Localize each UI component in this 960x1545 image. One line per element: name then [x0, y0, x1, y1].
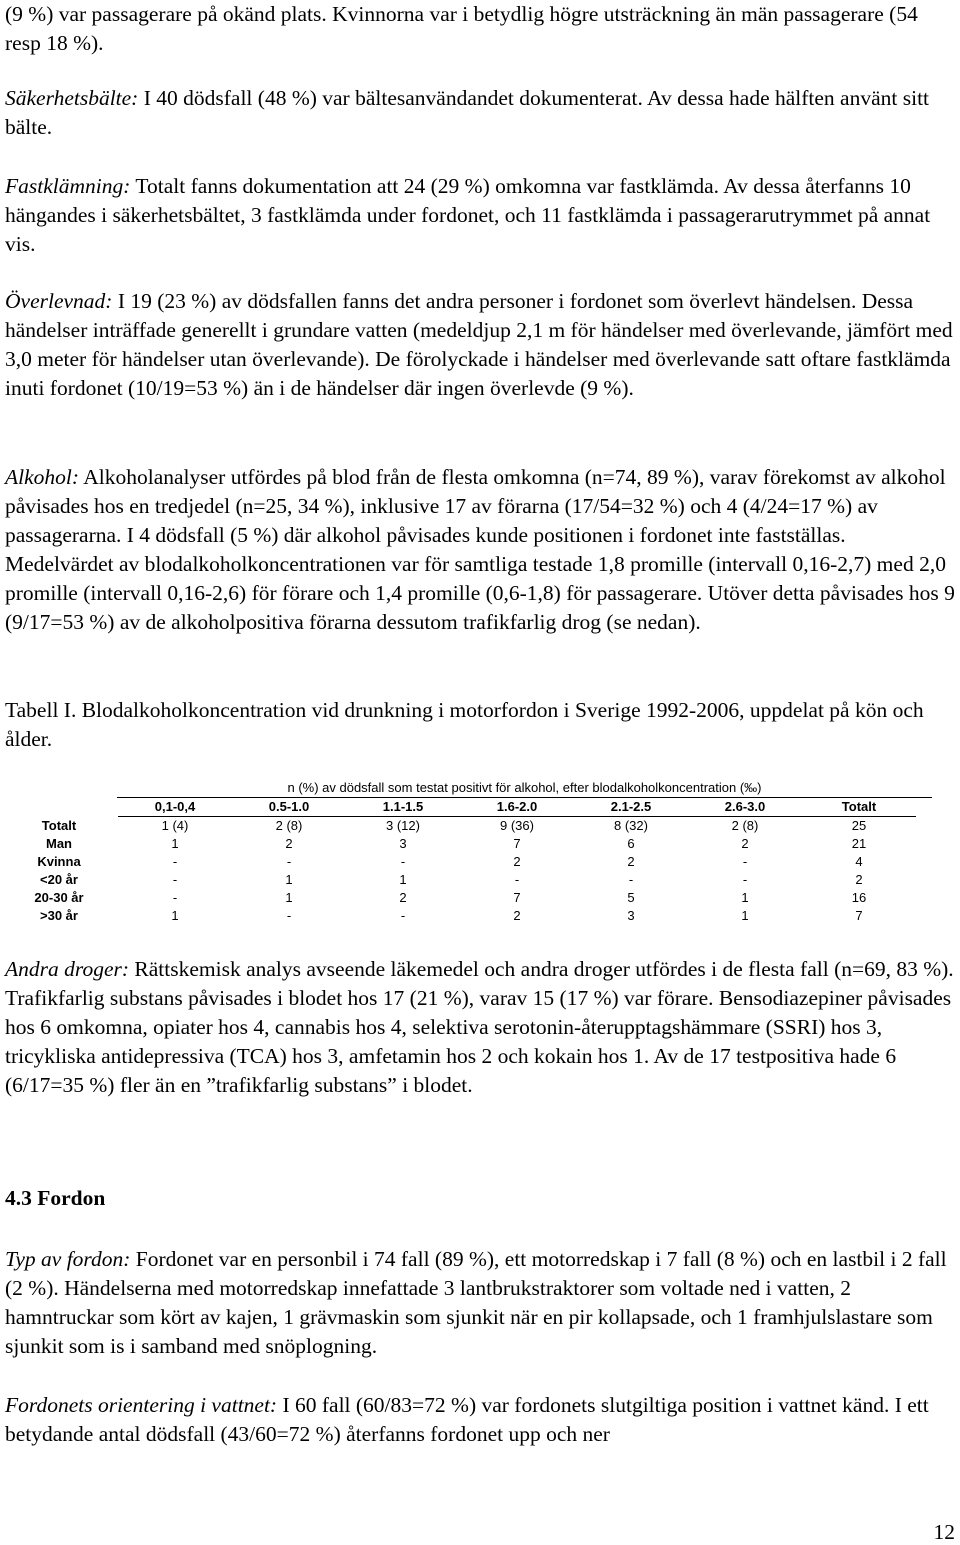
paragraph-alcohol: [5, 463, 955, 637]
page-number: 12: [933, 1520, 955, 1544]
paragraph-label: Typ av fordon:: [5, 1247, 131, 1271]
table-cell: 7: [855, 908, 863, 923]
paragraph-label: Överlevnad:: [5, 289, 113, 313]
table-cell: 7: [513, 836, 521, 851]
table-row: [0, 889, 916, 907]
table-cell: -: [514, 872, 520, 887]
column-header: Totalt: [802, 798, 916, 817]
table-cell: 21: [851, 836, 867, 851]
paragraph-label: Fastklämning:: [5, 174, 131, 198]
table-cell: -: [628, 872, 634, 887]
table-cell: 6: [627, 836, 635, 851]
table-row: [0, 907, 916, 925]
table-cell: 3 (12): [386, 818, 420, 833]
paragraph-label: Säkerhetsbälte:: [5, 86, 139, 110]
column-header: 2.1-2.5: [574, 798, 688, 817]
table-cell: 1: [285, 890, 293, 905]
table-cell: 4: [855, 854, 863, 869]
paragraph-text: I 40 dödsfall (48 %) var bältesanvändandet dokumenterat. Av dessa hade hälften använt sitt bälte.: [5, 86, 930, 139]
row-label: <20 år: [40, 872, 78, 887]
table-cell: 9 (36): [500, 818, 534, 833]
table-cell: -: [172, 872, 178, 887]
table-cell: -: [286, 854, 292, 869]
table-cell: 2 (8): [731, 818, 759, 833]
table-cell: 3: [399, 836, 407, 851]
table-cell: -: [286, 908, 292, 923]
table-corner: [0, 798, 118, 817]
table-cell: 1: [741, 890, 749, 905]
table-cell: -: [742, 872, 748, 887]
paragraph-text: Rättskemisk analys avseende läkemedel och andra droger utfördes i de flesta fall (n=69, 83 %). Trafikfarlig substans påvisades i blodet hos 17 (21 %), varav 15 (17 %) var förare. Bensodiazepiner påvisades hos 6 omkomna, opiater hos 4, cannabis hos 4, selektiva serotonin-återupptagshämmare (SSRI) hos 3, tricykliska antidepressiva (TCA) hos 3, amfetamin hos 2 och kokain hos 1. Av de 17 testpositiva hade 6 (6/17=35 %) fler än en ”trafikfarlig substans” i blodet.: [5, 957, 954, 1097]
paragraph-entrapment: [5, 172, 955, 259]
paragraph-vehicle-orientation: [5, 1391, 955, 1449]
table-cell: 16: [851, 890, 867, 905]
row-label: Totalt: [41, 817, 77, 833]
column-header: 0.5-1.0: [232, 798, 346, 817]
paragraph-text: (9 %) var passagerare på okänd plats. Kvinnorna var i betydlig högre utsträckning än män passagerare (54 resp 18 %).: [5, 2, 918, 55]
paragraph-other-drugs: [5, 955, 955, 1100]
table-row: [0, 835, 916, 853]
table-cell: 2: [627, 854, 635, 869]
paragraph-text: I 60 fall (60/83=72 %) var fordonets slutgiltiga position i vattnet känd. I ett betydande antal dödsfall (43/60=72 %) återfanns fordonet upp och ner: [5, 1393, 929, 1446]
row-label: >30 år: [40, 908, 78, 923]
table-header-title: n (%) av dödsfall som testat positivt för alkohol, efter blodalkoholkoncentration (‰): [117, 780, 932, 798]
row-label: Man: [46, 836, 72, 851]
paragraph-label: Alkohol:: [5, 465, 80, 489]
paragraph-text: Totalt fanns dokumentation att 24 (29 %) omkomna var fastklämda. Av dessa återfanns 10 hängandes i säkerhetsbältet, 3 fastklämda under fordonet, och 11 fastklämda i passagerarutrymmet på annat vis.: [5, 174, 931, 256]
table-cell: 1: [171, 836, 179, 851]
paragraph-text: I 19 (23 %) av dödsfallen fanns det andra personer i fordonet som överlevt händelsen. Dessa händelser inträffade generellt i grundare vatten (medeldjup 2,1 m för händelser med överlevande, jämfört med 3,0 meter för händelser utan överlevande). De förolyckade i händelser med överlevande satt oftare fastklämda inuti fordonet (10/19=53 %) än i de händelser där ingen överlevde (9 %).: [5, 289, 953, 400]
section-heading: 4.3 Fordon: [5, 1186, 106, 1210]
row-label: 20-30 år: [34, 890, 84, 905]
table-cell: -: [742, 854, 748, 869]
paragraph-text: Fordonet var en personbil i 74 fall (89 %), ett motorredskap i 7 fall (8 %) och en lastbil i 2 fall (2 %). Händelserna med motorredskap innefattade 3 lantbrukstraktorer som voltade ned i vatten, 2 hamntruckar som kört av kajen, 1 grävmaskin som sjunkit när en pir kollapsade, och 1 framhjulslastare som sjunkit som is i samband med snöplogning.: [5, 1247, 947, 1358]
column-header: 2.6-3.0: [688, 798, 802, 817]
table-row: [0, 817, 916, 836]
table-cell: 1: [285, 872, 293, 887]
paragraph-label: Fordonets orientering i vattnet:: [5, 1393, 278, 1417]
table-cell: 25: [851, 818, 867, 833]
table-cell: 2: [513, 854, 521, 869]
table-cell: 1: [171, 908, 179, 923]
table-cell: 1: [399, 872, 407, 887]
paragraph-survival: [5, 287, 955, 403]
table-cell: -: [400, 854, 406, 869]
paragraph-label: Andra droger:: [5, 957, 130, 981]
table-cell: 2: [855, 872, 863, 887]
alcohol-table: [0, 798, 916, 925]
paragraph-passenger-position: [5, 0, 955, 58]
table-cell: -: [172, 890, 178, 905]
paragraph-vehicle-type: [5, 1245, 955, 1361]
table-cell: 8 (32): [614, 818, 648, 833]
row-label: Kvinna: [37, 854, 81, 869]
table-cell: 2: [399, 890, 407, 905]
paragraph-text: Alkoholanalyser utfördes på blod från de flesta omkomna (n=74, 89 %), varav förekomst av alkohol påvisades hos en tredjedel (n=25, 34 %), inklusive 17 av förarna (17/54=32 %) och 4 (4/24=17 %) av passagerarna. I 4 dödsfall (5 %) där alkohol påvisades kunde positionen i fordonet inte fastställas. Medelvärdet av blodalkoholkoncentrationen var för samtliga testade 1,8 promille (intervall 0,16-2,7) med 2,0 promille (intervall 0,16-2,6) för förare och 1,4 promille (0,6-1,8) för passagerare. Utöver detta påvisades hos 9 (9/17=53 %) av de alkoholpositiva förarna dessutom trafikfarlig drog (se nedan).: [5, 465, 955, 634]
table-cell: 7: [513, 890, 521, 905]
table-cell: -: [400, 908, 406, 923]
paragraph-seatbelt: [5, 84, 955, 142]
table-row: [0, 853, 916, 871]
table-cell: 2 (8): [275, 818, 303, 833]
table-cell: 1: [741, 908, 749, 923]
table-cell: 2: [285, 836, 293, 851]
table-row: [0, 871, 916, 889]
table-cell: -: [172, 854, 178, 869]
table-cell: 3: [627, 908, 635, 923]
table-header-row: [0, 798, 916, 817]
column-header: 1.1-1.5: [346, 798, 460, 817]
table-caption: Tabell I. Blodalkoholkoncentration vid drunkning i motorfordon i Sverige 1992-2006, uppdelat på kön och ålder.: [5, 698, 924, 751]
table-cell: 2: [741, 836, 749, 851]
table-cell: 5: [627, 890, 635, 905]
column-header: 0,1-0,4: [118, 798, 232, 817]
table-cell: 1 (4): [161, 818, 189, 833]
column-header: 1.6-2.0: [460, 798, 574, 817]
table-cell: 2: [513, 908, 521, 923]
